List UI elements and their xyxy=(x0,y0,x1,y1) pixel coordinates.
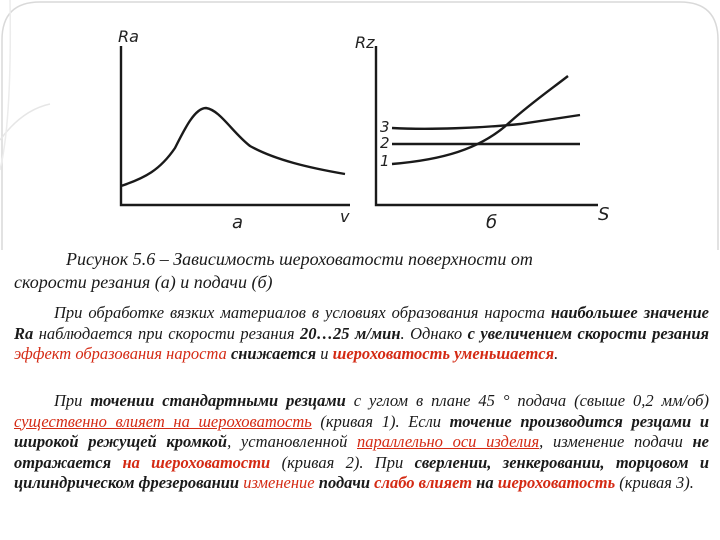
text-run: точении стандартными резцами xyxy=(90,391,346,410)
text-run: эффект образования нароста xyxy=(14,344,227,363)
text-run: на xyxy=(476,473,494,492)
text-run: При обработке вязких материалов в условиях образования нароста xyxy=(54,303,551,322)
text-run: (кривая 1). Если xyxy=(311,411,450,431)
text-run: , установленной xyxy=(227,432,358,451)
left-y-axis-label: Ra xyxy=(118,27,139,46)
text-run: (кривая 2). При xyxy=(270,452,415,472)
text-run: наибольшее значение Ra xyxy=(14,303,709,343)
figure-caption xyxy=(14,248,714,294)
left-x-axis-label: v xyxy=(340,207,350,226)
curve-label-1: 1 xyxy=(380,152,390,170)
right-panel-label: б xyxy=(486,212,498,233)
text-run: При xyxy=(54,391,91,410)
text-run: . xyxy=(554,344,559,363)
text-run: с увеличением скорости резания xyxy=(467,323,709,343)
right-axes xyxy=(376,46,598,205)
right-panel xyxy=(355,33,609,233)
text-run: сверлении, зенкеровании, торцовом и цилиндрическом фрезеровании xyxy=(14,452,710,492)
text-run: существенно влияет на шероховатость xyxy=(14,411,312,431)
paragraph-built-up-edge xyxy=(14,303,709,365)
right-y-axis-label: Rz xyxy=(355,33,375,52)
curve-label-3: 3 xyxy=(380,118,390,136)
text-run: точение производится резцами и широкой режущей кромкой xyxy=(14,411,709,451)
caption-line-2: скорости резания (а) и подачи (б) xyxy=(14,272,273,292)
text-run: с углом в плане 45 ° подача (свыше 0,2 мм/об) xyxy=(345,391,709,410)
text-run: . Однако xyxy=(400,323,468,343)
ra-curve xyxy=(121,108,345,186)
curve-label-2: 2 xyxy=(380,134,390,152)
caption-line-1: Рисунок 5.6 – Зависимость шероховатости поверхности от xyxy=(66,249,533,269)
text-run: 20…25 м/мин xyxy=(299,323,401,343)
text-run: шероховатость xyxy=(497,473,616,492)
text-run: слабо влияет xyxy=(374,473,473,492)
text-run: снижается xyxy=(230,344,317,363)
right-x-axis-label: S xyxy=(598,204,610,225)
text-run xyxy=(111,453,122,472)
text-run: наблюдается при скорости резания xyxy=(33,323,300,343)
paragraph-feed-effect xyxy=(14,391,709,494)
left-axes xyxy=(121,46,350,205)
text-run: не отражается xyxy=(14,432,709,472)
text-run: подачи xyxy=(318,473,371,492)
curve-3 xyxy=(392,115,580,129)
text-run: , изменение подачи xyxy=(539,432,693,451)
text-run: параллельно оси изделия xyxy=(357,432,540,451)
text-run: изменение xyxy=(243,473,315,492)
text-run: на шероховатости xyxy=(122,452,271,472)
text-run: шероховатость уменьшается xyxy=(332,344,555,363)
text-run: и xyxy=(316,344,333,363)
left-panel xyxy=(118,27,350,233)
roughness-figure xyxy=(0,0,720,250)
left-panel-label: а xyxy=(232,212,244,233)
text-run: (кривая 3). xyxy=(615,473,694,492)
